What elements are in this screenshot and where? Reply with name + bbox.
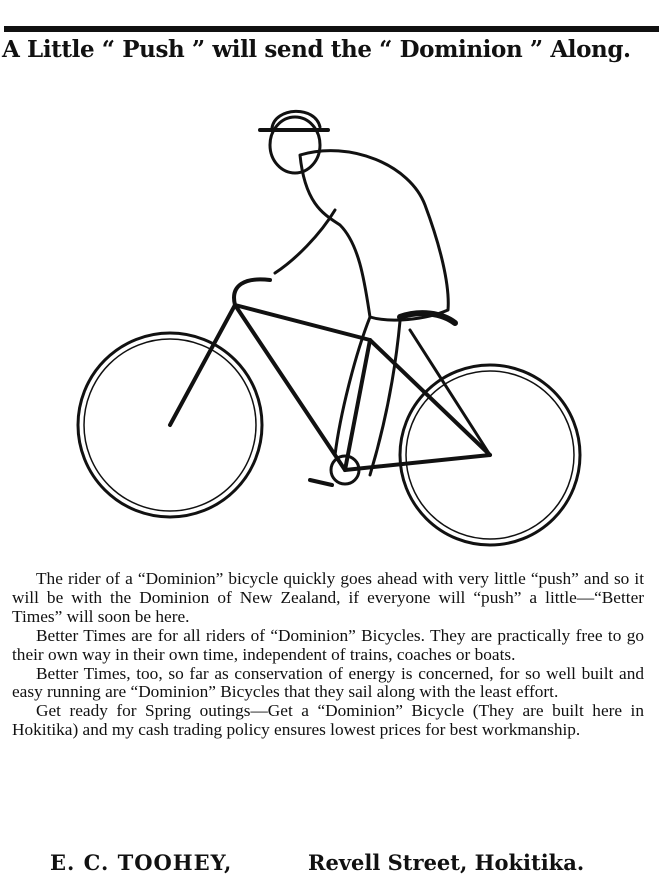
advert-footer (0, 850, 659, 878)
advert-headline: A Little “ Push ” will send the “ Dominion ” Along. (2, 36, 631, 63)
top-rule (4, 26, 659, 32)
cyclist-illustration (70, 95, 600, 565)
merchant-name: E. C. TOOHEY, (50, 850, 233, 875)
body-paragraph: Better Times are for all riders of “Dominion” Bicycles. They are practically free to go their own way in their own time, independent of trains, coaches or boats. (12, 625, 644, 664)
body-paragraph: The rider of a “Dominion” bicycle quickly goes ahead with very little “push” and so it will be with the Dominion of New Zealand, if everyone will “push” a little—“Better Times” will soon be here. (12, 569, 644, 626)
body-paragraph: Better Times, too, so far as conservation of energy is concerned, for so well built and easy running are “Dominion” Bicycles that they sail along with the least effort. (12, 663, 644, 702)
advert-body (12, 570, 644, 740)
merchant-address: Revell Street, Hokitika. (308, 850, 585, 875)
body-paragraph: Get ready for Spring outings—Get a “Dominion” Bicycle (They are built here in Hokitika) and my cash trading policy ensures lowest prices for best workmanship. (12, 701, 644, 740)
